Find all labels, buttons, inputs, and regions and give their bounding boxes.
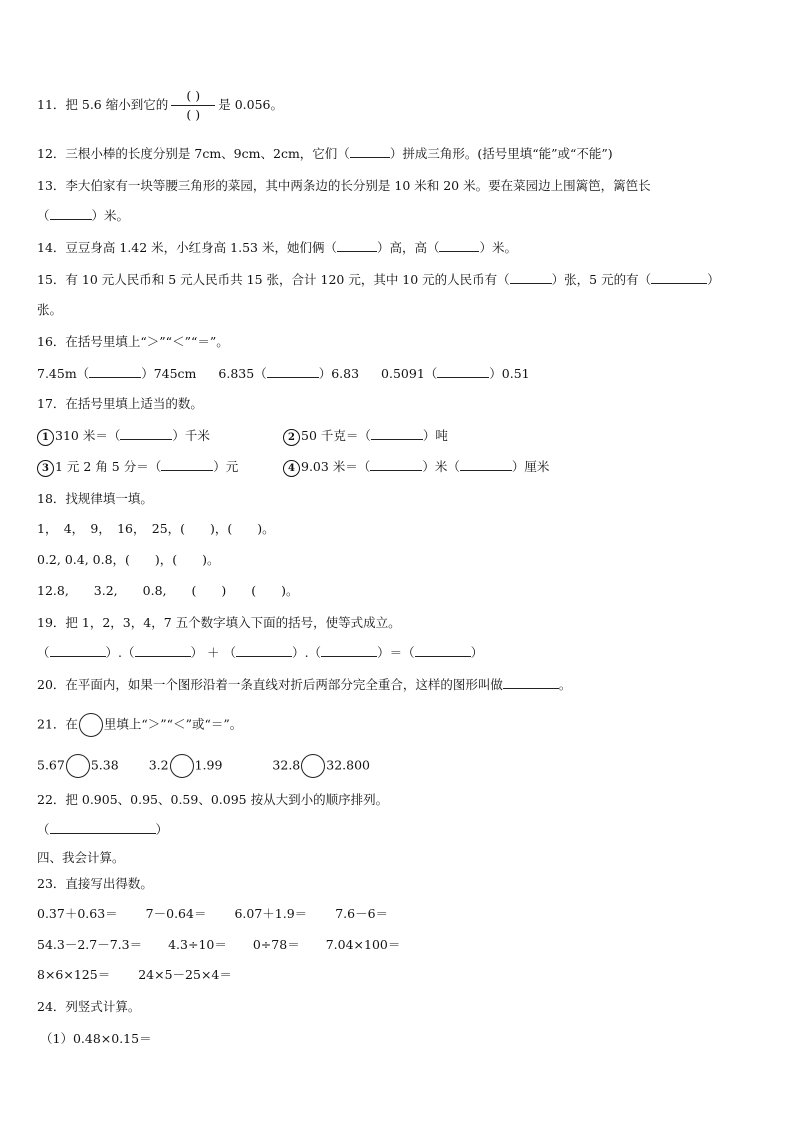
q17-title: 17．在括号里填上适当的数。	[37, 396, 203, 411]
question-15-line1	[37, 272, 720, 288]
paren-open: （	[37, 822, 50, 837]
q16-item-right: ）6.83	[318, 366, 360, 381]
q16-item-right: ）0.51	[489, 366, 530, 381]
q18-sequence: 12.8, 3.2, 0.8, ( ) ( )。	[37, 583, 299, 598]
q23-title: 23．直接写出得数。	[37, 876, 153, 891]
question-18-seq-3	[37, 583, 299, 599]
q17-item-text: 9.03 米＝（	[301, 459, 371, 474]
q18-sequence: 1， 4， 9， 16， 25，( )，( )。	[37, 521, 275, 536]
fraction-denominator: ( )	[186, 107, 201, 122]
calc-item: 7－0.64＝	[145, 906, 207, 921]
answer-blank[interactable]	[371, 428, 423, 440]
q15-text-a: 15．有 10 元人民币和 5 元人民币共 15 张，合计 120 元，其中 10 元的人民币有（	[37, 272, 510, 287]
calc-item: 4.3÷10＝	[168, 937, 227, 952]
answer-blank[interactable]	[267, 366, 319, 378]
paren-open: （	[122, 645, 135, 660]
q11-suffix: 是 0.056。	[218, 97, 283, 112]
q21-text-b: 里填上“＞”“＜”或“＝”。	[103, 716, 243, 732]
q12-text-a: 12．三根小棒的长度分别是 7cm、9cm、2cm，它们（	[37, 146, 350, 161]
paren-close: ）	[377, 645, 390, 660]
calc-item: 6.07＋1.9＝	[234, 906, 308, 921]
q16-item-left: 0.5091（	[381, 366, 438, 381]
question-22-title	[37, 792, 388, 808]
answer-blank[interactable]	[337, 240, 377, 252]
q21-item-right: 1.99	[194, 757, 223, 773]
q19-title: 19．把 1，2，3，4，7 五个数字填入下面的括号，使等式成立。	[37, 615, 401, 630]
question-17-item-4	[283, 459, 549, 477]
compare-circle[interactable]	[170, 754, 194, 778]
answer-blank[interactable]	[321, 645, 377, 657]
paren-close: ）	[155, 822, 169, 837]
circled-number-3: 3	[37, 460, 54, 477]
calc-item: 24×5－25×4＝	[138, 967, 232, 982]
q17-item-text: 1 元 2 角 5 分＝（	[55, 459, 162, 474]
q16-item-left: 7.45m（	[37, 366, 90, 381]
q13-open: （	[37, 208, 50, 223]
q21-item-right: 5.38	[90, 757, 119, 773]
answer-blank[interactable]	[437, 366, 489, 378]
question-17-item-2	[283, 428, 448, 446]
q17-item-text: 310 米＝（	[55, 428, 121, 443]
q21-text-a: 21．在	[37, 716, 78, 732]
calc-item: 0.37＋0.63＝	[37, 906, 118, 921]
question-16-items	[37, 366, 530, 382]
answer-blank[interactable]	[120, 428, 172, 440]
fraction-bar	[171, 105, 215, 106]
circled-number-2: 2	[283, 429, 300, 446]
question-19-equation	[37, 645, 483, 661]
answer-blank[interactable]	[350, 146, 390, 158]
question-15-line2	[37, 302, 62, 318]
calc-item: 8×6×125＝	[37, 967, 111, 982]
q17-item-unit: ）厘米	[511, 459, 550, 474]
question-14	[37, 240, 517, 256]
q15-text-b: ）张，5 元的有（	[551, 272, 652, 287]
question-11	[37, 88, 283, 123]
q14-text-c: ）米。	[479, 240, 517, 255]
q14-text-a: 14．豆豆身高 1.42 米，小红身高 1.53 米，她们俩（	[37, 240, 337, 255]
question-13-line2	[37, 208, 129, 224]
circled-number-4: 4	[283, 460, 300, 477]
paren-close: ）	[470, 645, 484, 660]
question-18-seq-2	[37, 552, 220, 568]
answer-blank[interactable]	[439, 240, 479, 252]
q17-item-unit: ）元	[213, 459, 239, 474]
answer-blank[interactable]	[510, 272, 552, 284]
calc-item: 0÷78＝	[252, 937, 300, 952]
paren-close: ）	[190, 645, 204, 660]
question-24-title	[37, 999, 140, 1015]
q17-item-unit: ）千米	[172, 428, 210, 443]
question-23-title	[37, 876, 153, 892]
q15-text-c: ）	[707, 272, 720, 287]
answer-blank[interactable]	[89, 366, 141, 378]
paren-open: （	[402, 645, 415, 660]
calc-item: 7.04×100＝	[325, 937, 401, 952]
paren-open: （	[37, 645, 50, 660]
question-13-line1	[37, 178, 651, 194]
answer-blank[interactable]	[651, 272, 707, 284]
question-21-items	[37, 754, 370, 778]
compare-circle[interactable]	[66, 754, 90, 778]
question-23-row-1	[37, 906, 388, 922]
fraction-blank[interactable]	[171, 88, 215, 123]
answer-blank[interactable]	[415, 645, 471, 657]
paren-close: ）	[105, 645, 119, 660]
section-title: 四、我会计算。	[37, 850, 125, 865]
question-19-title	[37, 615, 401, 631]
q18-title: 18．找规律填一填。	[37, 491, 153, 506]
q20-text: 20．在平面内，如果一个图形沿着一条直线对折后两部分完全重合，这样的图形叫做	[37, 677, 503, 692]
q18-sequence: 0.2, 0.4, 0.8，( )，( )。	[37, 552, 220, 567]
q24-item: （1）0.48×0.15＝	[40, 1031, 152, 1046]
question-17-item-3	[37, 459, 238, 477]
question-24-item-1	[40, 1031, 152, 1047]
decimal-point: .	[304, 645, 309, 660]
q24-title: 24．列竖式计算。	[37, 999, 141, 1014]
q16-item-right: ）745cm	[141, 366, 197, 381]
question-18-title	[37, 491, 153, 507]
paren-close: ）	[292, 645, 305, 660]
q17-item-text: 50 千克＝（	[301, 428, 371, 443]
paren-open: （	[223, 645, 237, 660]
q21-item-left: 32.8	[272, 757, 301, 773]
q22-title: 22．把 0.905、0.95、0.59、0.095 按从大到小的顺序排列。	[37, 792, 389, 807]
q21-item-left: 5.67	[37, 757, 65, 773]
calc-item: 7.6－6＝	[335, 906, 389, 921]
answer-blank[interactable]	[370, 459, 422, 471]
q20-end: 。	[558, 677, 572, 692]
compare-circle[interactable]	[301, 754, 325, 778]
paren-open: （	[308, 645, 322, 660]
q11-prefix: 11．把 5.6 缩小到它的	[37, 97, 169, 112]
q12-text-b: ）拼成三角形。(括号里填“能”或“不能”)	[389, 146, 613, 161]
q15-text-line2: 张。	[37, 302, 63, 317]
answer-blank[interactable]	[50, 822, 156, 834]
question-23-row-2	[37, 937, 400, 953]
q14-text-b: ）高，高（	[376, 240, 440, 255]
answer-blank[interactable]	[135, 645, 191, 657]
question-12	[37, 146, 613, 162]
answer-blank[interactable]	[161, 459, 213, 471]
question-16-title	[37, 334, 229, 350]
calc-item: 54.3－2.7－7.3＝	[37, 937, 143, 952]
question-18-seq-1	[37, 521, 275, 537]
answer-blank[interactable]	[460, 459, 512, 471]
answer-blank[interactable]	[503, 677, 559, 689]
plus-sign: ＋	[207, 645, 220, 660]
q13-text: 13．李大伯家有一块等腰三角形的菜园，其中两条边的长分别是 10 米和 20 米。要在菜园边上围篱笆，篱笆长	[37, 178, 651, 193]
section-heading	[37, 850, 125, 866]
question-17-title	[37, 396, 203, 412]
q21-item-right: 32.800	[326, 757, 371, 773]
answer-blank[interactable]	[50, 208, 92, 220]
decimal-point: .	[118, 645, 123, 660]
equals-sign: ＝	[389, 645, 403, 660]
question-22-answer	[37, 822, 168, 838]
question-17-item-1	[37, 428, 210, 446]
q17-item-unit: ）吨	[422, 428, 448, 443]
q16-title: 16．在括号里填上“＞”“＜”“＝”。	[37, 334, 229, 349]
answer-blank[interactable]	[50, 645, 106, 657]
q16-item-left: 6.835（	[218, 366, 267, 381]
circle-icon	[79, 713, 103, 737]
q17-item-unit: ）米（	[422, 459, 460, 474]
answer-blank[interactable]	[236, 645, 292, 657]
question-20	[37, 677, 571, 693]
circled-number-1: 1	[37, 429, 54, 446]
fraction-numerator: ( )	[186, 88, 201, 103]
q21-item-left: 3.2	[148, 757, 169, 773]
question-23-row-3	[37, 967, 232, 983]
question-21-title	[37, 713, 242, 737]
q13-close: ）米。	[91, 208, 130, 223]
